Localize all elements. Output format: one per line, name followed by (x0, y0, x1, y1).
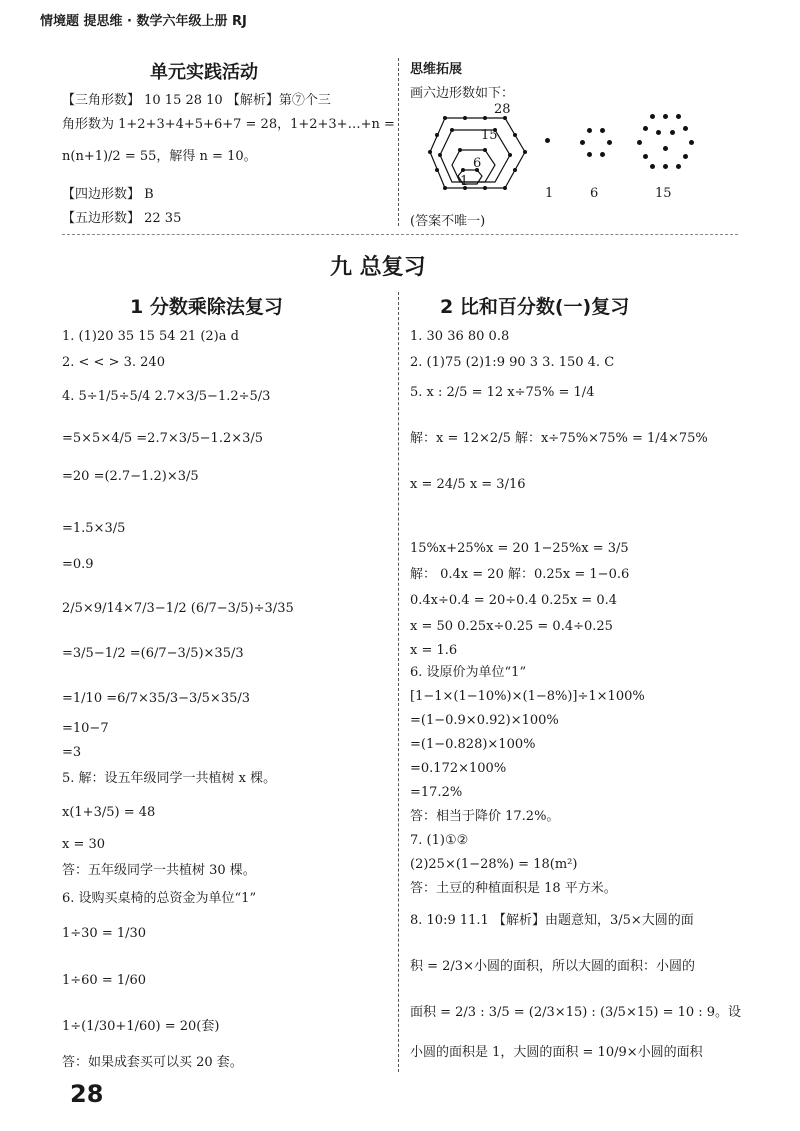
right-line: =0.172×100% (410, 761, 507, 776)
left-line: 1÷60 = 1/60 (62, 973, 147, 988)
right-line: 面积 = 2/3 : 3/5 = (2/3×15) : (3/5×15) = 10 : 9。设 (410, 1005, 742, 1020)
unit-line: n(n+1)/2 = 55，解得 n = 10。 (62, 149, 257, 164)
right-line: 小圆的面积是 1，大圆的面积 = 10/9×小圆的面积 (410, 1045, 703, 1060)
left-line: 6. 设购买桌椅的总资金为单位“1” (62, 891, 257, 906)
right-line: =17.2% (410, 785, 463, 800)
unit-activity-title: 单元实践活动 (150, 62, 258, 83)
left-line: 4. 5÷1/5÷5/4 2.7×3/5−1.2÷5/3 (62, 389, 271, 404)
hex-label-1: 1 (460, 174, 469, 189)
left-line: 1÷(1/30+1/60) = 20(套) (62, 1019, 220, 1034)
left-line: 2. < < > 3. 240 (62, 355, 165, 370)
hexagon-number-figure (425, 100, 535, 200)
right-line: =(1−0.9×0.92)×100% (410, 713, 559, 728)
right-line: 答：土豆的种植面积是 18 平方米。 (410, 881, 617, 896)
thinking-title: 思维拓展 (410, 62, 463, 77)
right-line: 2. (1)75 (2)1:9 90 3 3. 150 4. C (410, 355, 615, 370)
hexagon-outer (430, 118, 525, 188)
right-line: x = 1.6 (410, 643, 458, 658)
left-line: 答：如果成套买可以买 20 套。 (62, 1055, 243, 1070)
right-line: (2)25×(1−28%) = 18(m²) (410, 857, 578, 872)
column-divider-main (398, 292, 399, 1072)
right-line: 6. 设原价为单位“1” (410, 665, 527, 680)
left-line: 2/5×9/14×7/3−1/2 (6/7−3/5)÷3/35 (62, 601, 294, 616)
count-15: 15 (655, 186, 672, 201)
right-line: 5. x : 2/5 = 12 x÷75% = 1/4 (410, 385, 595, 400)
hex-label-28: 28 (494, 102, 511, 117)
header-title: 情境题 提思维 · 数学六年级上册 RJ (40, 14, 247, 29)
left-line: =3 (62, 745, 82, 760)
left-line: =3/5−1/2 =(6/7−3/5)×35/3 (62, 646, 244, 661)
unit-line: 【三角形数】 10 15 28 10 【解析】第⑦个三 (62, 93, 331, 108)
left-line: =0.9 (62, 557, 94, 572)
section-divider (62, 234, 738, 235)
right-line: 1. 30 36 80 0.8 (410, 329, 510, 344)
hex-label-6: 6 (473, 156, 482, 171)
left-section-title: 1 分数乘除法复习 (130, 296, 283, 318)
left-line: x(1+3/5) = 48 (62, 805, 156, 820)
right-line: =(1−0.828)×100% (410, 737, 536, 752)
right-line: 解：x = 12×2/5 解：x÷75%×75% = 1/4×75% (410, 431, 708, 446)
left-line: =1.5×3/5 (62, 521, 126, 536)
left-line: =20 =(2.7−1.2)×3/5 (62, 469, 199, 484)
right-line: x = 50 0.25x÷0.25 = 0.4÷0.25 (410, 619, 613, 634)
left-line: =10−7 (62, 721, 109, 736)
right-line: 15%x+25%x = 20 1−25%x = 3/5 (410, 541, 629, 556)
unit-line: 【四边形数】 B (62, 187, 154, 202)
right-line: 0.4x÷0.4 = 20÷0.4 0.25x = 0.4 (410, 593, 618, 608)
left-line: =5×5×4/5 =2.7×3/5−1.2×3/5 (62, 431, 264, 446)
right-line: 7. (1)①② (410, 833, 469, 848)
hexagon-dots (428, 116, 527, 190)
unit-line: 【五边形数】 22 35 (62, 211, 182, 226)
left-line: 1÷30 = 1/30 (62, 926, 147, 941)
count-1: 1 (545, 186, 554, 201)
right-line: 8. 10:9 11.1 【解析】由题意知，3/5×大圆的面 (410, 913, 694, 928)
right-line: x = 24/5 x = 3/16 (410, 477, 526, 492)
thinking-intro: 画六边形数如下： (410, 86, 515, 101)
left-line: =1/10 =6/7×35/3−3/5×35/3 (62, 691, 251, 706)
left-line: 1. (1)20 35 15 54 21 (2)a d (62, 329, 239, 344)
right-line: 积 = 2/3×小圆的面积，所以大圆的面积：小圆的 (410, 959, 695, 974)
right-line: [1−1×(1−10%)×(1−8%)]÷1×100% (410, 689, 645, 704)
left-line: 5. 解：设五年级同学一共植树 x 棵。 (62, 771, 277, 786)
page-number: 28 (70, 1080, 104, 1108)
thinking-note: (答案不唯一) (410, 214, 486, 229)
right-line: 解： 0.4x = 20 解：0.25x = 1−0.6 (410, 567, 630, 582)
chapter-title: 九 总复习 (330, 255, 426, 280)
left-line: 答：五年级同学一共植树 30 棵。 (62, 863, 256, 878)
left-line: x = 30 (62, 837, 106, 852)
column-divider-top (398, 58, 399, 226)
unit-line: 角形数为 1+2+3+4+5+6+7 = 28，1+2+3+…+n = (62, 117, 395, 132)
right-line: 答：相当于降价 17.2%。 (410, 809, 560, 824)
count-6: 6 (590, 186, 599, 201)
hex-label-15: 15 (481, 128, 498, 143)
right-section-title: 2 比和百分数(一)复习 (440, 296, 630, 318)
